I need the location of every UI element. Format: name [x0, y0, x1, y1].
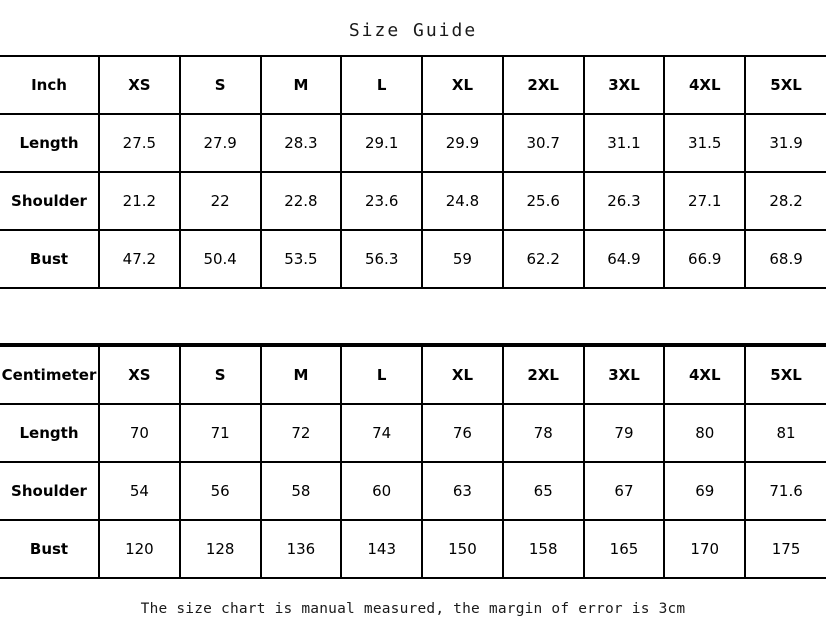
table-separator: [0, 289, 826, 345]
table-header-row: [0, 346, 826, 404]
column-header: 4XL: [664, 56, 745, 114]
table-cell: 80: [664, 404, 745, 462]
table-cell: 79: [584, 404, 665, 462]
column-header: 4XL: [664, 346, 745, 404]
column-header: L: [341, 56, 422, 114]
column-header: XL: [422, 346, 503, 404]
row-label: Length: [0, 114, 99, 172]
table-cell: 74: [341, 404, 422, 462]
table-cell: 69: [664, 462, 745, 520]
table-cell: 28.2: [745, 172, 826, 230]
unit-label-inch: Inch: [0, 56, 99, 114]
page-title: Size Guide: [348, 20, 478, 41]
column-header: 5XL: [745, 56, 826, 114]
column-header: L: [341, 346, 422, 404]
column-header: XS: [99, 56, 180, 114]
table-cell: 30.7: [503, 114, 584, 172]
table-cell: 67: [584, 462, 665, 520]
size-table-inch: [0, 55, 826, 289]
table-cell: 29.9: [422, 114, 503, 172]
row-label: Shoulder: [0, 172, 99, 230]
table-cell: 22: [180, 172, 261, 230]
column-header: M: [261, 56, 342, 114]
table-cell: 21.2: [99, 172, 180, 230]
table-cell: 47.2: [99, 230, 180, 288]
table-cell: 143: [341, 520, 422, 578]
table-header-row: [0, 56, 826, 114]
column-header: S: [180, 346, 261, 404]
column-header: S: [180, 56, 261, 114]
table-cell: 25.6: [503, 172, 584, 230]
table-cell: 31.1: [584, 114, 665, 172]
table-cell: 65: [503, 462, 584, 520]
table-cell: 78: [503, 404, 584, 462]
column-header: 3XL: [584, 346, 665, 404]
table-cell: 70: [99, 404, 180, 462]
table-row: [0, 404, 826, 462]
table-cell: 53.5: [261, 230, 342, 288]
table-cell: 22.8: [261, 172, 342, 230]
table-cell: 31.5: [664, 114, 745, 172]
table-row: [0, 230, 826, 288]
table-cell: 56: [180, 462, 261, 520]
table-cell: 28.3: [261, 114, 342, 172]
table-row: [0, 462, 826, 520]
row-label: Shoulder: [0, 462, 99, 520]
table-cell: 175: [771, 540, 801, 558]
table-cell: 76: [422, 404, 503, 462]
table-cell: 60: [341, 462, 422, 520]
column-header: 5XL: [745, 346, 826, 404]
row-label: Length: [0, 404, 99, 462]
table-cell: 56.3: [341, 230, 422, 288]
unit-label-centimeter: Centimeter: [0, 346, 99, 404]
table-cell: 158: [503, 520, 584, 578]
table-row: [0, 520, 826, 578]
table-cell: 71.6: [745, 462, 826, 520]
column-header: 3XL: [584, 56, 665, 114]
table-cell: 68.9: [769, 250, 803, 268]
table-cell: 136: [261, 520, 342, 578]
table-cell: 170: [664, 520, 745, 578]
table-row: [0, 114, 826, 172]
table-cell: 58: [261, 462, 342, 520]
table-cell: 54: [99, 462, 180, 520]
column-header: 2XL: [503, 346, 584, 404]
measurement-note: The size chart is manual measured, the margin of error is 3cm: [140, 601, 686, 617]
size-table-centimeter: [0, 345, 826, 579]
table-cell: 150: [422, 520, 503, 578]
table-cell: 27.9: [180, 114, 261, 172]
column-header: M: [261, 346, 342, 404]
table-cell: 63: [422, 462, 503, 520]
row-label: Bust: [0, 230, 99, 288]
table-cell: 24.8: [422, 172, 503, 230]
table-cell: 165: [584, 520, 665, 578]
table-cell: 72: [261, 404, 342, 462]
table-cell: 71: [180, 404, 261, 462]
table-cell: 29.1: [341, 114, 422, 172]
table-cell: 31.9: [745, 114, 826, 172]
table-cell: 62.2: [503, 230, 584, 288]
table-cell: 27.1: [664, 172, 745, 230]
column-header: 2XL: [503, 56, 584, 114]
column-header: XL: [422, 56, 503, 114]
table-cell: 23.6: [341, 172, 422, 230]
column-header: XS: [99, 346, 180, 404]
table-cell: 128: [180, 520, 261, 578]
row-label: Bust: [0, 520, 99, 578]
table-cell: 59: [422, 230, 503, 288]
table-cell: 50.4: [180, 230, 261, 288]
table-row: [0, 172, 826, 230]
table-cell: 81: [745, 404, 826, 462]
table-cell: 120: [99, 520, 180, 578]
table-cell: 27.5: [99, 114, 180, 172]
table-cell: 26.3: [584, 172, 665, 230]
table-cell: 64.9: [584, 230, 665, 288]
table-cell: 66.9: [664, 230, 745, 288]
